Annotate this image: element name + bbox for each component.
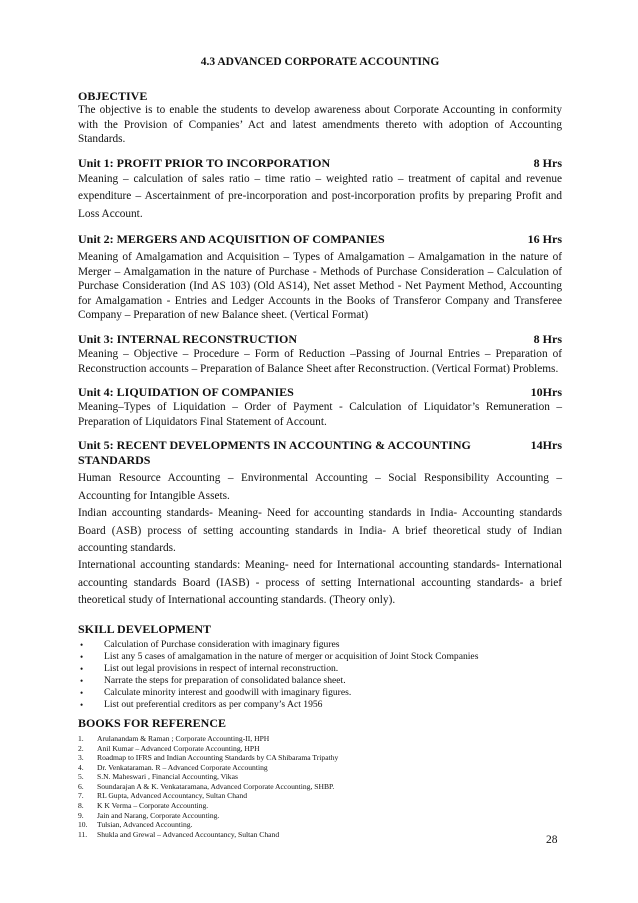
list-number: 3. — [78, 753, 84, 763]
list-item-text: Arulanandam & Raman ; Corporate Accounting-II, HPH — [97, 734, 270, 744]
list-item — [78, 753, 562, 763]
list-number: 4. — [78, 762, 84, 772]
unit-1-section — [78, 156, 562, 223]
unit-hours: 8 Hrs — [533, 155, 562, 170]
list-item — [78, 801, 562, 811]
list-item — [78, 763, 562, 773]
bullet-icon: • — [80, 700, 84, 711]
bullet-icon: • — [80, 663, 84, 674]
skill-list — [78, 639, 562, 712]
list-item — [78, 811, 562, 821]
list-item-text: List any 5 cases of amalgamation in the nature of merger or acquisition of Joint Stock Companies — [104, 650, 479, 662]
list-item — [78, 744, 562, 754]
list-number: 5. — [78, 772, 84, 782]
list-item-text: Calculation of Purchase consideration with imaginary figures — [104, 638, 340, 650]
list-number: 8. — [78, 800, 84, 810]
objective-heading: OBJECTIVE — [78, 89, 148, 103]
list-item — [78, 830, 562, 840]
list-number: 2. — [78, 743, 84, 753]
unit-heading — [78, 156, 562, 171]
list-number: 10. — [78, 820, 88, 830]
unit-title: Unit 2: MERGERS AND ACQUISITION OF COMPANIES — [78, 232, 385, 246]
list-item-text: List out preferential creditors as per company’s Act 1956 — [104, 699, 323, 711]
list-item-text: Tulsian, Advanced Accounting. — [97, 820, 193, 830]
list-item-text: Shukla and Grewal – Advanced Accountancy, Sultan Chand — [97, 829, 280, 839]
list-item-text: Soundarajan A & K. Venkataramana, Advanced Corporate Accounting, SHBP. — [97, 781, 335, 791]
unit-title: Unit 5: RECENT DEVELOPMENTS IN ACCOUNTING & ACCOUNTING STANDARDS — [78, 438, 471, 468]
list-item — [78, 675, 562, 687]
unit-3-section — [78, 332, 562, 376]
reference-list — [78, 734, 562, 839]
list-item-text: Anil Kumar – Advanced Corporate Accounting, HPH — [97, 743, 260, 753]
list-item — [78, 687, 562, 699]
skill-development-heading: SKILL DEVELOPMENT — [78, 621, 212, 636]
unit-2-section — [78, 232, 562, 323]
skill-development-section — [78, 622, 562, 712]
bullet-icon: • — [80, 687, 84, 698]
unit-title: Unit 3: INTERNAL RECONSTRUCTION — [78, 331, 298, 346]
unit-hours: 14Hrs — [530, 438, 562, 453]
list-item-text: Dr. Venkataraman. R – Advanced Corporate Accounting — [97, 762, 268, 772]
unit-text: Human Resource Accounting – Environmental Accounting – Social Responsibility Accounting – Accounting for Intangible Assets. — [78, 472, 562, 502]
unit-title: Unit 1: PROFIT PRIOR TO INCORPORATION — [78, 155, 331, 170]
unit-4-section — [78, 385, 562, 429]
list-item — [78, 651, 562, 663]
objective-text: The objective is to enable the students to develop awareness about Corporate Accounting in conformity with the Provision of Companies’ Act and latest amendments thereto with adoption of Accounting Standards. — [78, 104, 562, 146]
list-number: 7. — [78, 791, 84, 801]
unit-hours: 10Hrs — [530, 385, 562, 400]
references-section — [78, 716, 562, 839]
list-item-text: List out legal provisions in respect of internal reconstruction. — [104, 662, 339, 674]
list-item-text: RL Gupta, Advanced Accountancy, Sultan Chand — [97, 791, 248, 801]
list-number: 11. — [78, 829, 88, 839]
list-item — [78, 734, 562, 744]
list-number: 1. — [78, 734, 84, 744]
document-page — [78, 56, 562, 839]
bullet-icon: • — [80, 651, 84, 662]
list-item-text: Narrate the steps for preparation of consolidated balance sheet. — [104, 674, 346, 686]
unit-heading — [78, 232, 562, 247]
unit-text: Meaning–Types of Liquidation – Order of Payment - Calculation of Liquidator’s Remuneration – Preparation of Liquidators Final Statement of Account. — [78, 401, 562, 428]
list-item — [78, 663, 562, 675]
unit-hours: 16 Hrs — [527, 232, 562, 246]
page-title: 4.3 ADVANCED CORPORATE ACCOUNTING — [200, 56, 440, 68]
unit-title: Unit 4: LIQUIDATION OF COMPANIES — [78, 385, 294, 400]
objective-section — [78, 89, 562, 147]
unit-heading — [78, 438, 562, 468]
list-item — [78, 699, 562, 711]
unit-hours: 8 Hrs — [533, 331, 562, 346]
list-item-text: Jain and Narang, Corporate Accounting. — [97, 810, 220, 820]
unit-heading — [78, 332, 562, 347]
list-item-text: Roadmap to IFRS and Indian Accounting Standards by CA Shibarama Tripathy — [97, 753, 339, 763]
list-item — [78, 772, 562, 782]
unit-text: Meaning of Amalgamation and Acquisition – Types of Amalgamation – Amalgamation in the nature of Merger – Amalgamation in the nature of Purchase - Methods of Purchase Consideration – Calculation of Purchase Consideration (Ind AS 103) (Old AS14), Net asset Method - Net Payment Method, Accounting for Amalgamation - Entries and Ledger Accounts in the Books of Transferor Company and Transferee Company – Preparation of new Balance sheet. (Vertical Format) — [78, 251, 562, 322]
list-item-text: K K Verma – Corporate Accounting. — [97, 800, 209, 810]
list-number: 6. — [78, 781, 84, 791]
bullet-icon: • — [80, 675, 84, 686]
unit-text: Meaning – calculation of sales ratio – time ratio – weighted ratio – treatment of capital and revenue expenditure – Ascertainment of pre-incorporation and post-incorporation profits by preparing Profit and Loss Account. — [78, 172, 562, 220]
list-number: 9. — [78, 810, 84, 820]
references-heading: BOOKS FOR REFERENCE — [78, 716, 227, 731]
list-item — [78, 791, 562, 801]
unit-text: International accounting standards: Meaning- need for International accounting standards- International accounting standards Board (IASB) - process of setting International accounting standards- a brief theoretical study of International accounting standards. (Theory only). — [78, 559, 562, 607]
unit-heading — [78, 385, 562, 400]
page-number: 28 — [546, 834, 558, 846]
list-item — [78, 820, 562, 830]
list-item-text: S.N. Maheswari , Financial Accounting, Vikas — [97, 772, 238, 782]
bullet-icon: • — [80, 639, 84, 650]
unit-text: Indian accounting standards- Meaning- Need for accounting standards in India- Accounting standards Board (ASB) process of setting accounting standards in India- A brief theoretical study of Indian accounting standards. — [78, 507, 562, 554]
unit-text: Meaning – Objective – Procedure – Form of Reduction –Passing of Journal Entries – Preparation of Reconstruction accounts – Preparation of Balance Sheet after Reconstruction. (Vertical Format) Problems. — [78, 347, 562, 375]
unit-5-section — [78, 438, 562, 609]
list-item — [78, 639, 562, 651]
list-item-text: Calculate minority interest and goodwill with imaginary figures. — [104, 686, 352, 698]
list-item — [78, 782, 562, 792]
